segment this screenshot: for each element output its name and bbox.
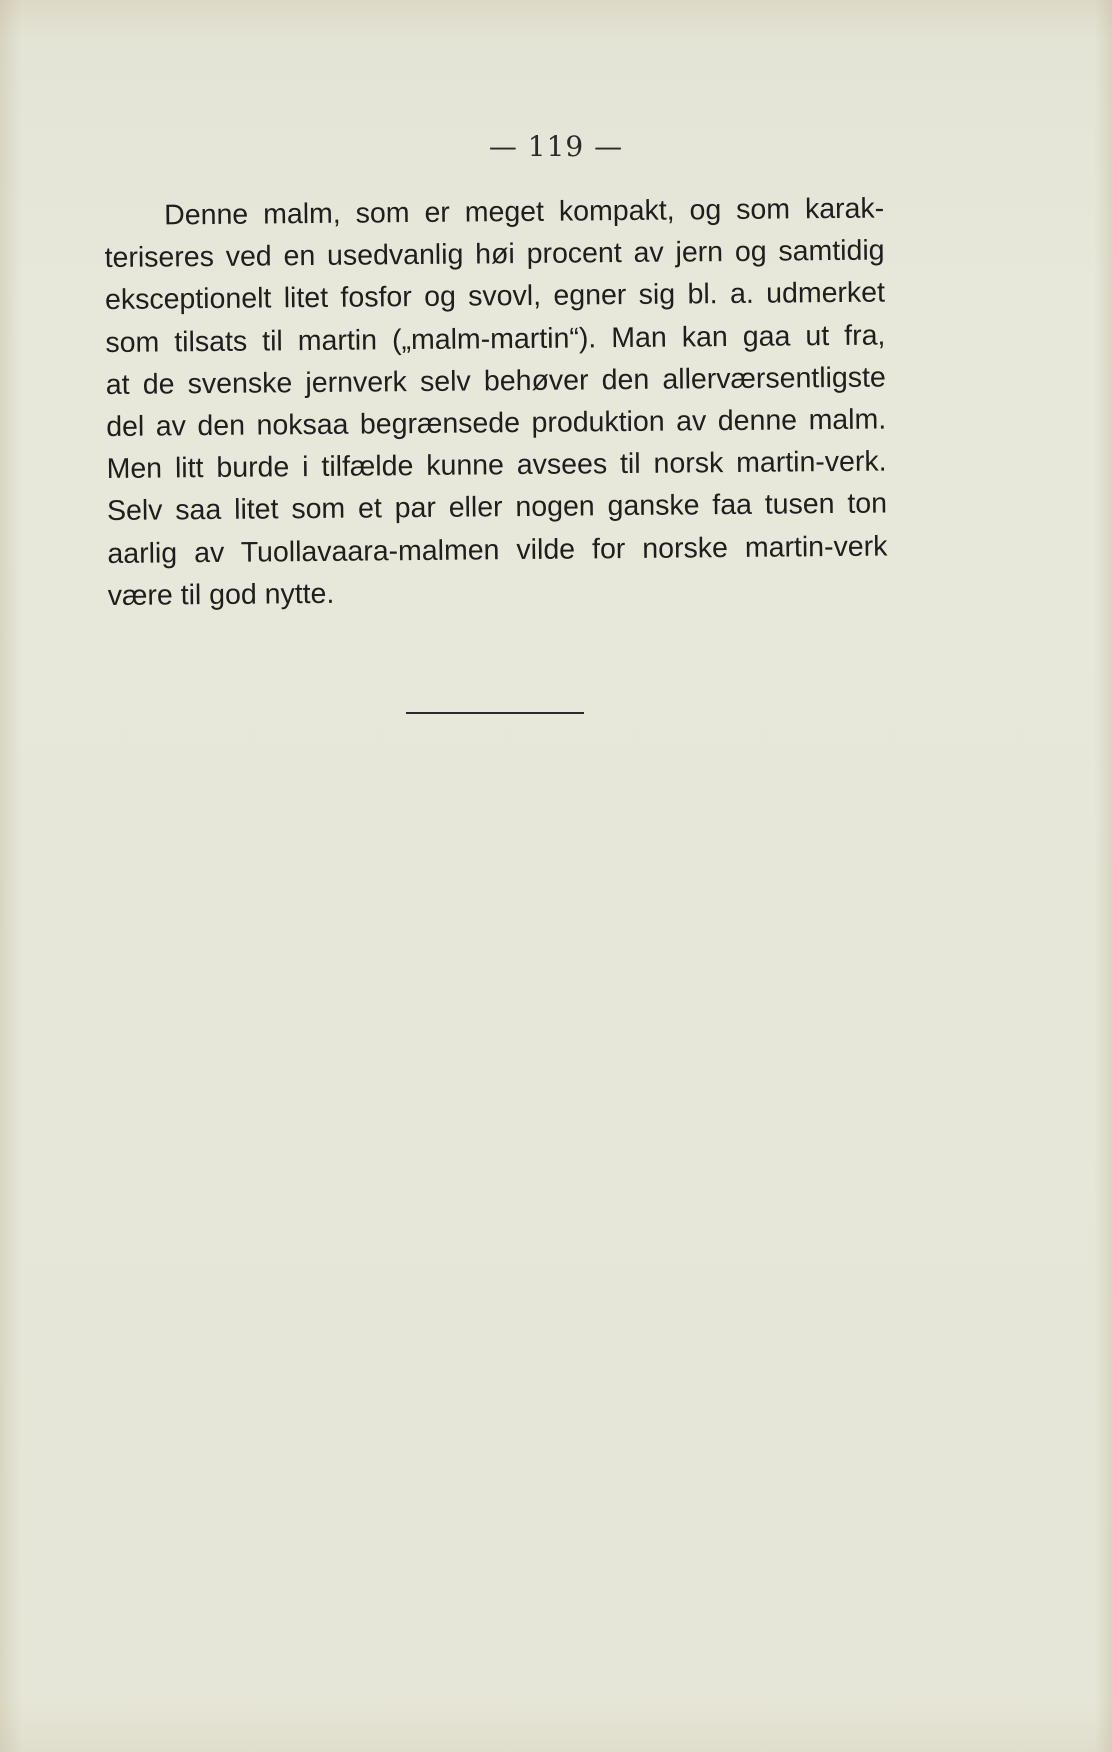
paragraph-line: Selv saa litet som et par eller nogen ganske faa tusen ton: [106, 487, 888, 528]
paragraph-line: som tilsats til martin („malm-martin“). Man kan gaa ut fra,: [105, 319, 886, 359]
section-divider: [406, 712, 584, 714]
paragraph-line: være til god nytte.: [107, 577, 335, 612]
paragraph-line: teriseres ved en usedvanlig høi procent av jern og samtidig: [104, 234, 885, 275]
paragraph-line: at de svenske jernverk selv behøver den allerværsentligste: [105, 361, 886, 401]
paragraph-line: eksceptionelt litet fosfor og svovl, egner sig bl. a. udmerket: [104, 276, 886, 317]
paragraph-line: aarlig av Tuollavaara-malmen vilde for norske martin-verk: [107, 529, 888, 570]
paragraph-line: Denne malm, som er meget kompakt, og som karak-: [164, 192, 885, 232]
paragraph-line: del av den noksaa begrænsede produktion av denne malm.: [106, 403, 887, 443]
paragraph-line: Men litt burde i tilfælde kunne avsees til norsk martin-verk.: [106, 445, 887, 486]
page-number: — 119 —: [488, 130, 624, 163]
body-paragraph: [104, 188, 888, 617]
